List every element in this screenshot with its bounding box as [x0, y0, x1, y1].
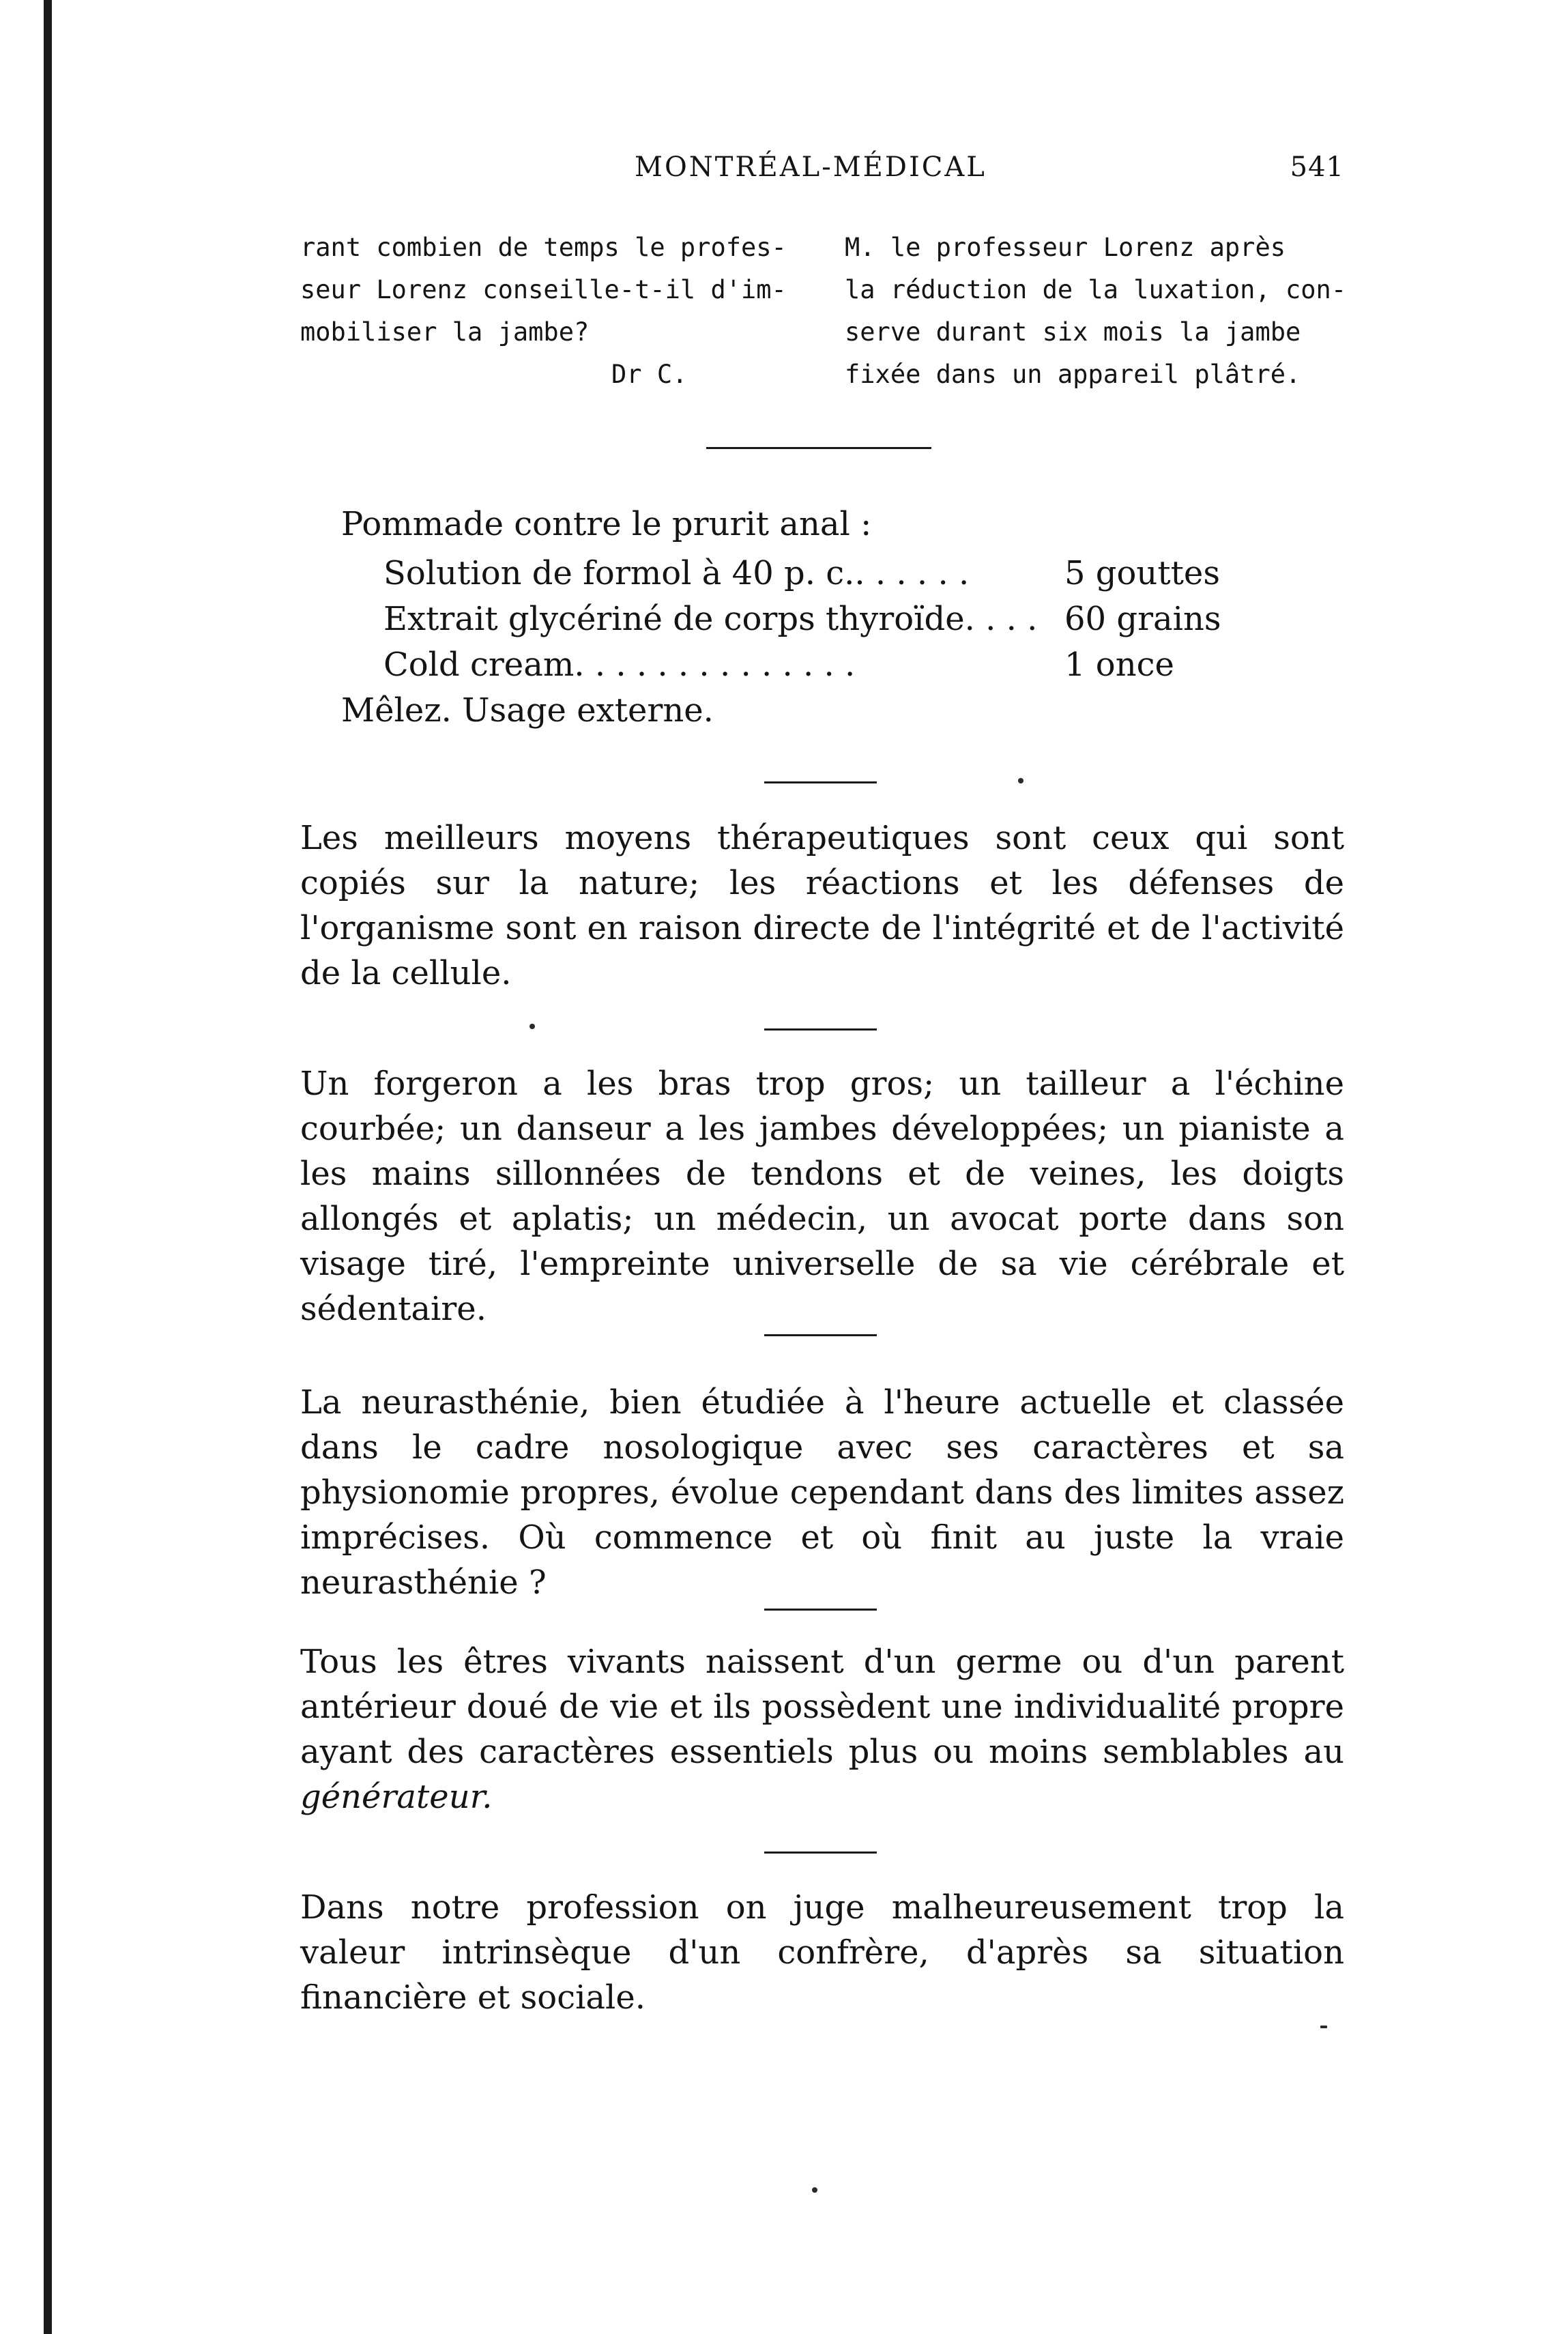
question-line: rant combien de temps le profes- — [300, 233, 787, 262]
question-line: mobiliser la jambe? — [300, 317, 590, 347]
paragraph — [300, 1061, 1344, 1331]
section-divider — [764, 1852, 877, 1854]
paragraph: La neurasthénie, bien étudiée à l'heure actuelle et classée dans le cadre nosologique avec ses caractères et sa physionomie propres, évolue cependant dans des limites assez imprécises. Où commence et où finit au juste la vraie neurasthénie ? — [300, 1383, 1344, 1602]
answer-line: la réduction de la luxation, con- — [845, 275, 1347, 304]
question-signature: Dr C. — [611, 360, 688, 389]
recipe-quantity: 5 gouttes — [1064, 554, 1220, 592]
recipe-quantity: 1 once — [1064, 646, 1174, 684]
paragraph: Les meilleurs moyens thérapeutiques sont ceux qui sont copiés sur la nature; les réactions et les défenses de l'organisme sont en raison directe de l'intégrité et de l'activité de la cellule. — [300, 819, 1344, 992]
recipe-ingredient: Extrait glycériné de corps thyroïde. . . . — [383, 600, 1038, 638]
answer-line: serve durant six mois la jambe — [845, 317, 1301, 347]
question-line: seur Lorenz conseille-t-il d'im- — [300, 275, 787, 304]
page-number: 541 — [1290, 152, 1344, 183]
journal-title: MONTRÉAL-MÉDICAL — [635, 152, 987, 183]
print-speck — [812, 2187, 817, 2193]
recipe-ingredient: Solution de formol à 40 p. c.. . . . . . — [383, 554, 970, 592]
page-binding-edge — [44, 0, 52, 2334]
section-divider — [764, 1028, 877, 1031]
running-header — [293, 152, 1344, 192]
paragraph: Dans notre profession on juge malheureusement trop la valeur intrinsèque d'un confrère, d'après sa situation financière et sociale. — [300, 1888, 1344, 2017]
question-column — [300, 227, 787, 396]
recipe-ingredient: Cold cream. . . . . . . . . . . . . . — [383, 646, 856, 684]
section-divider — [706, 447, 931, 449]
recipe-quantity: 60 grains — [1064, 600, 1221, 638]
answer-line: M. le professeur Lorenz après — [845, 233, 1286, 262]
paragraph-italic-end: générateur. — [300, 1778, 493, 1816]
answer-column — [845, 227, 1346, 396]
section-divider — [764, 1334, 877, 1336]
recipe-title: Pommade contre le prurit anal : — [341, 505, 872, 543]
section-divider — [764, 1609, 877, 1611]
section-divider — [764, 781, 877, 783]
print-speck — [529, 1024, 535, 1029]
paragraph — [300, 1639, 1344, 1819]
paragraph-text: Tous les êtres vivants naissent d'un germe ou d'un parent antérieur doué de vie et ils possèdent une individualité propre ayant des caractères essentiels plus ou moins semblables au — [300, 1643, 1344, 1771]
answer-line: fixée dans un appareil plâtré. — [845, 360, 1301, 389]
print-speck — [1320, 2026, 1327, 2028]
recipe-usage: Mêlez. Usage externe. — [341, 691, 714, 730]
paragraph-text: Un forgeron a les bras trop gros; un tailleur a l'échine courbée; un danseur a les jambes développées; un pianiste a les mains sillonnées de tendons et de veines, les doigts allongés et aplatis; un médecin, un avocat porte dans son visage tiré, l'empreinte universelle de sa vie cérébrale et sédentaire. — [300, 1065, 1344, 1328]
print-speck — [1018, 778, 1023, 783]
